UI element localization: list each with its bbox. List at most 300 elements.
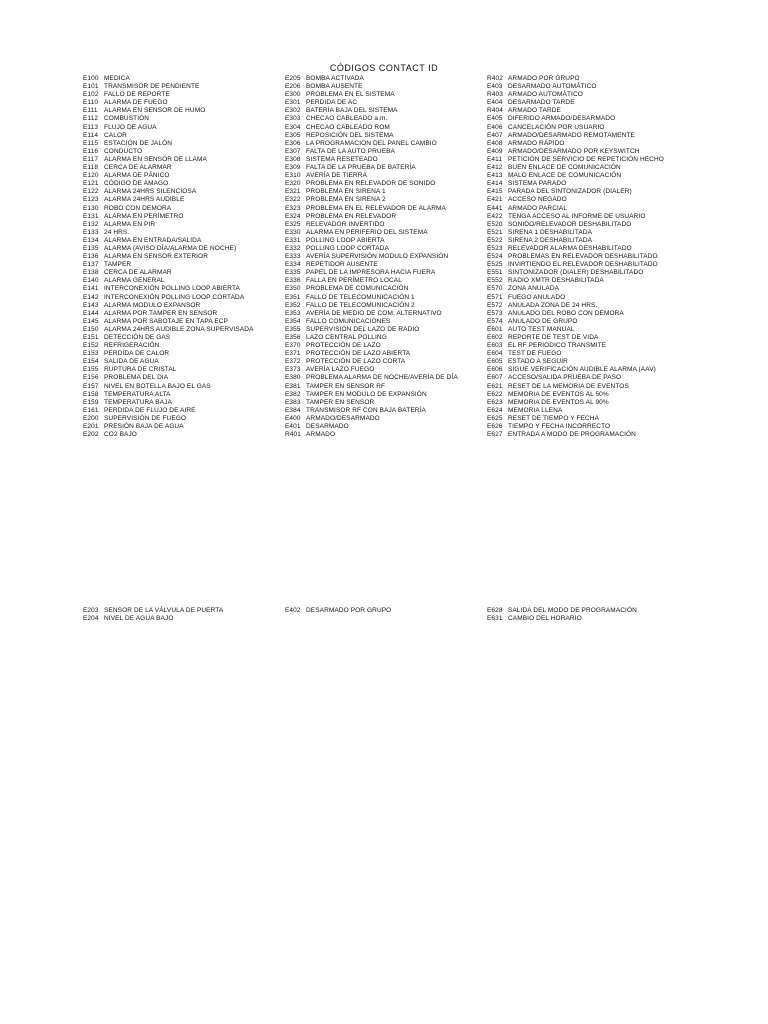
- event-description: FALLO COMUNICACIONES: [306, 317, 391, 325]
- event-description: ARMADO POR GRUPO: [508, 75, 580, 82]
- event-description: ARMADO TARDE: [508, 107, 561, 115]
- code-row: [83, 294, 254, 302]
- event-description: DESARMADO POR GRUPO: [306, 607, 392, 614]
- code-row: [487, 221, 664, 229]
- code-row: [487, 615, 637, 623]
- code-row: [487, 326, 664, 334]
- event-code: E350: [285, 285, 301, 293]
- code-row: [83, 83, 254, 91]
- code-row: [285, 261, 458, 269]
- code-row: [83, 342, 254, 350]
- event-code: E606: [487, 366, 503, 374]
- event-code: E144: [83, 309, 99, 317]
- event-description: ARMADO: [306, 431, 336, 439]
- event-code: E204: [83, 615, 99, 623]
- event-code: E622: [487, 390, 503, 398]
- event-code: E137: [83, 261, 99, 269]
- event-description: CO2 BAJO: [104, 431, 137, 439]
- event-description: BOMBA AUSENTE: [306, 83, 363, 91]
- event-code: E631: [487, 615, 503, 623]
- event-code: E200: [83, 414, 99, 422]
- code-row: [487, 156, 664, 164]
- code-row: [83, 326, 254, 334]
- event-description: ANULADO DE GRUPO: [508, 317, 578, 325]
- event-description: PROBLEMA EN SIRENA 2: [306, 196, 386, 204]
- code-row: [83, 285, 254, 293]
- event-code: E111: [83, 107, 98, 115]
- event-description: TAMPER EN MODULO DE EXPANSIÓN: [306, 390, 427, 398]
- event-code: E334: [285, 261, 301, 269]
- event-code: E380: [285, 374, 301, 382]
- event-description: REPOSICIÓN DEL SISTEMA: [306, 131, 394, 139]
- event-description: EL RF PERIODICO TRANSMITE: [508, 342, 607, 350]
- code-row: [83, 310, 254, 318]
- code-row: [487, 99, 664, 107]
- code-row: [285, 188, 458, 196]
- event-description: POLLING LOOP ABIERTA: [306, 236, 385, 244]
- event-description: ARMADO RÁPIDO: [508, 139, 565, 147]
- event-code: E406: [487, 123, 503, 131]
- code-row: [487, 391, 664, 399]
- code-row: [487, 423, 664, 431]
- event-description: AUTO TEST MANUAL: [508, 325, 575, 333]
- event-description: POLLING LOOP CORTADA: [306, 244, 389, 252]
- event-code: E335: [285, 269, 301, 277]
- event-code: E524: [487, 253, 503, 261]
- code-row: [83, 334, 254, 342]
- event-code: E525: [487, 261, 503, 269]
- event-code: E120: [83, 172, 99, 180]
- event-code: E152: [83, 342, 99, 350]
- code-row: [487, 75, 664, 83]
- event-code: E205: [285, 75, 301, 82]
- code-row: [285, 221, 458, 229]
- event-description: MEMORIA DE EVENTOS AL 50%: [508, 390, 609, 398]
- event-description: COMBUSTIÓN: [104, 115, 150, 123]
- code-row: [83, 302, 254, 310]
- event-description: RESET DE LA MEMORIA DE EVENTOS: [508, 382, 629, 390]
- event-code: E353: [285, 309, 301, 317]
- event-code: E352: [285, 301, 301, 309]
- code-row: [83, 261, 254, 269]
- event-description: TEST DE FUEGO: [508, 350, 562, 358]
- code-row: [83, 156, 254, 164]
- code-row: [285, 164, 458, 172]
- event-code: E333: [285, 253, 301, 261]
- code-row: [83, 124, 254, 132]
- event-code: E621: [487, 382, 503, 390]
- event-code: E113: [83, 123, 99, 131]
- event-description: CAMBIO DEL HORARIO: [508, 615, 582, 623]
- code-row: [285, 205, 458, 213]
- code-row: [285, 391, 458, 399]
- code-row: [285, 374, 458, 382]
- code-row: [83, 180, 254, 188]
- code-row: [83, 229, 254, 237]
- event-code: E202: [83, 431, 99, 439]
- code-row: [285, 91, 458, 99]
- event-code: E574: [487, 317, 503, 325]
- code-row: [487, 253, 664, 261]
- code-row: [487, 407, 664, 415]
- event-code: E320: [285, 180, 301, 188]
- event-description: TAMPER EN SENSOR: [306, 398, 375, 406]
- code-row: [285, 253, 458, 261]
- event-description: ALARMA POR SABOTAJE EN TAPA ECP: [104, 317, 228, 325]
- event-code: E412: [487, 164, 503, 172]
- event-description: REPORTE DE TEST DE VIDA: [508, 334, 599, 341]
- event-code: E402: [285, 607, 301, 614]
- code-row: [285, 115, 458, 123]
- event-description: MEDICA: [104, 75, 130, 82]
- event-description: ARMADO PARCIAL: [508, 204, 568, 212]
- event-description: CANCELACIÓN POR USUARIO: [508, 123, 605, 131]
- event-description: PROBLEMA EN RELEVADOR: [306, 212, 397, 220]
- event-code: E122: [83, 188, 99, 196]
- code-row: [83, 237, 254, 245]
- event-description: FALTA DE LA PRUEBA DE BATERÍA: [306, 164, 416, 172]
- event-code: E201: [83, 423, 99, 431]
- event-description: RADIO XMTR DESHABILITADA: [508, 277, 604, 285]
- event-code: E324: [285, 212, 301, 220]
- event-code: E552: [487, 277, 503, 285]
- code-row: [487, 334, 664, 342]
- event-code: E131: [83, 212, 99, 220]
- code-row: [83, 399, 254, 407]
- event-description: DESARMADO AUTOMÁTICO: [508, 83, 597, 91]
- event-code: E373: [285, 366, 301, 374]
- code-row: [83, 148, 254, 156]
- event-description: PERDIDA DE FLUJO DE AIRE: [104, 406, 196, 414]
- event-code: E321: [285, 188, 301, 196]
- event-description: TIEMPO Y FECHA INCORRECTO: [508, 423, 611, 431]
- code-row: [487, 374, 664, 382]
- event-description: DESARMADO: [306, 423, 349, 431]
- event-code: E151: [83, 334, 99, 341]
- event-code: E300: [285, 91, 301, 99]
- event-code: E628: [487, 607, 503, 614]
- event-description: ARMADO/DESARMADO POR KEYSWITCH: [508, 147, 640, 155]
- event-code: E307: [285, 147, 301, 155]
- code-row: [487, 83, 664, 91]
- event-code: E520: [487, 220, 503, 228]
- event-code: E570: [487, 285, 503, 293]
- event-code: E441: [487, 204, 503, 212]
- event-code: E605: [487, 358, 503, 366]
- event-description: TAMPER EN SENSOR RF: [306, 382, 386, 390]
- event-description: PROBLEMAS EN RELEVADOR DESHABILITADO: [508, 253, 658, 261]
- event-description: LAZO CENTRAL POLLING: [306, 334, 387, 341]
- event-description: ALARMA DE FUEGO: [104, 99, 168, 107]
- event-description: SIRENA 2 DESHABILITADA: [508, 236, 593, 244]
- event-code: E405: [487, 115, 503, 123]
- event-code: E310: [285, 172, 301, 180]
- code-row: [83, 75, 254, 83]
- event-description: PROBLEMA EN EL RELEVADOR DE ALARMA: [306, 204, 446, 212]
- event-code: E355: [285, 325, 301, 333]
- event-description: PRESIÓN BAJA DE AGUA: [104, 423, 184, 431]
- event-description: CALOR: [104, 131, 127, 139]
- event-description: SIRENA 1 DESHABILITADA: [508, 228, 593, 236]
- code-row: [285, 318, 458, 326]
- code-row: [487, 302, 664, 310]
- code-row: [83, 221, 254, 229]
- event-description: PROBLEMA EN EL SISTEMA: [306, 91, 395, 99]
- event-code: E401: [285, 423, 301, 431]
- event-description: ACCESO NEGADO: [508, 196, 567, 204]
- code-row: [285, 407, 458, 415]
- event-code: E302: [285, 107, 301, 115]
- event-description: TEMPERATURA ALTA: [104, 390, 171, 398]
- event-description: SENSOR DE LA VÁLVULA DE PUERTA: [104, 607, 224, 614]
- event-description: RELEVADOR ALARMA DESHABILITADO: [508, 244, 632, 252]
- event-code: E422: [487, 212, 503, 220]
- event-code: E351: [285, 293, 301, 301]
- event-code: E145: [83, 317, 99, 325]
- code-row: [487, 366, 664, 374]
- event-description: ALARMA DE PÁNICO: [104, 172, 170, 180]
- event-description: NIVEL DE AGUA BAJO: [104, 615, 174, 623]
- event-description: SONIDO/RELEVADOR DESHABILITADO: [508, 220, 632, 228]
- event-description: AVERÍA SUPERVISIÓN MODULO EXPANSIÓN: [306, 253, 449, 261]
- event-description: SUPERVISIÓN DEL LAZO DE RADIO: [306, 325, 420, 333]
- code-row: [83, 358, 254, 366]
- code-row: [83, 164, 254, 172]
- code-row: [487, 237, 664, 245]
- event-description: TRANSMISOR DE PENDIENTE: [104, 83, 200, 91]
- code-row: [83, 350, 254, 358]
- event-code: E158: [83, 390, 99, 398]
- event-description: PROBLEMA EN SIRENA 1: [306, 188, 386, 196]
- event-code: E322: [285, 196, 301, 204]
- event-description: DIFERIDO ARMADO/DESARMADO: [508, 115, 616, 123]
- event-description: SALIDA DEL MODO DE PROGRAMACIÓN: [508, 607, 637, 614]
- event-code: E161: [83, 406, 99, 414]
- code-row: [83, 213, 254, 221]
- event-code: E301: [285, 99, 301, 107]
- event-code: E157: [83, 382, 99, 390]
- event-code: E601: [487, 325, 503, 333]
- code-row: [285, 83, 458, 91]
- code-row: [487, 245, 664, 253]
- event-code: E602: [487, 334, 503, 341]
- event-code: E143: [83, 301, 99, 309]
- code-row: [83, 431, 254, 439]
- event-code: E604: [487, 350, 503, 358]
- event-description: 24 HRS.: [104, 228, 130, 236]
- code-row: [487, 342, 664, 350]
- event-code: E130: [83, 204, 99, 212]
- code-row: [487, 196, 664, 204]
- code-row: [285, 180, 458, 188]
- code-row: [487, 132, 664, 140]
- event-code: E372: [285, 358, 301, 366]
- event-code: E100: [83, 75, 99, 82]
- event-code: E413: [487, 172, 503, 180]
- event-description: ARMADO/DESARMADO: [306, 414, 380, 422]
- event-description: BOMBA ACTIVADA: [306, 75, 364, 82]
- event-description: CÓDIGO DE AMAGO: [104, 180, 169, 188]
- code-row: [285, 326, 458, 334]
- code-row: [487, 285, 664, 293]
- event-code: E136: [83, 253, 99, 261]
- event-code: E626: [487, 423, 503, 431]
- event-description: FUEGO ANULADO: [508, 293, 566, 301]
- code-row: [487, 431, 664, 439]
- event-description: ALARMA MODULO EXPANSOR: [104, 301, 201, 309]
- code-row: [285, 196, 458, 204]
- event-code: E572: [487, 301, 503, 309]
- code-row: [487, 172, 664, 180]
- event-description: ALARMA EN PIR: [104, 220, 156, 228]
- event-code: E522: [487, 236, 503, 244]
- code-column-3: [487, 75, 664, 439]
- event-code: R404: [487, 107, 503, 115]
- event-code: E116: [83, 147, 99, 155]
- event-code: E117: [83, 155, 99, 163]
- event-description: ALARMA EN SENSOR EXTERIOR: [104, 253, 208, 261]
- event-description: LA PROGRAMACIÓN DEL PANEL CAMBIO: [306, 139, 437, 147]
- event-description: PROBLEMA EN RELEVADOR DE SONIDO: [306, 180, 436, 188]
- event-description: AVERÍA LAZO FUEGO: [306, 366, 375, 374]
- event-description: NIVEL EN BOTELLA BAJO EL GAS: [104, 382, 211, 390]
- event-description: CERCA DE ALARMAR: [104, 269, 172, 277]
- event-code: E110: [83, 99, 99, 107]
- event-description: PERDIDA DE CALOR: [104, 350, 170, 358]
- code-row: [83, 140, 254, 148]
- code-row: [285, 423, 458, 431]
- event-description: PAPEL DE LA IMPRESORA HACIA FUERA: [306, 269, 436, 277]
- event-description: TRANSMISOR RF CON BAJA BATERÍA: [306, 406, 426, 414]
- code-row: [83, 607, 223, 615]
- event-description: AVERÍA DE MEDIO DE COM, ALTERNATIVO: [306, 309, 442, 317]
- event-description: PROBLEMA DE COMUNICACIÓN: [306, 285, 409, 293]
- event-code: E150: [83, 325, 99, 333]
- event-description: RESET DE TIEMPO Y FECHA: [508, 414, 600, 422]
- event-description: BATERÍA BAJA DEL SISTEMA: [306, 107, 398, 115]
- event-code: E603: [487, 342, 503, 350]
- event-description: FALTA DE LA AUTO PRUEBA: [306, 147, 395, 155]
- event-description: CHECAO CABLEADO a.m.: [306, 115, 388, 123]
- code-row: [487, 91, 664, 99]
- event-code: E409: [487, 147, 503, 155]
- code-row: [83, 415, 254, 423]
- code-row: [285, 399, 458, 407]
- event-description: FALLA EN PERÍMETRO LOCAL: [306, 277, 402, 285]
- event-description: ROBO CON DEMORA: [104, 204, 172, 212]
- event-code: E203: [83, 607, 99, 614]
- event-description: ALARMA EN SENSOR DE LLAMA: [104, 155, 207, 163]
- code-row: [83, 407, 254, 415]
- event-description: ANULADO DEL ROBO CON DEMORA: [508, 309, 624, 317]
- event-code: E138: [83, 269, 99, 277]
- event-description: ESTADO A SEGUIR: [508, 358, 568, 366]
- event-code: E331: [285, 236, 301, 244]
- event-code: E325: [285, 220, 301, 228]
- event-description: INTERCONEXIÓN POLLING LOOP ABIERTA: [104, 285, 240, 293]
- event-description: SINTONIZADOR (DIALER) DESHABILITADO: [508, 269, 644, 277]
- event-description: PETICIÓN DE SERVICIO DE REPETICIÓN HECHO: [508, 155, 664, 163]
- event-code: E356: [285, 334, 301, 341]
- event-code: E415: [487, 188, 503, 196]
- code-row: [487, 269, 664, 277]
- code-row: [487, 205, 664, 213]
- event-code: E336: [285, 277, 301, 285]
- code-row: [83, 269, 254, 277]
- code-row: [487, 188, 664, 196]
- event-code: E384: [285, 406, 301, 414]
- code-row: [83, 132, 254, 140]
- code-row: [285, 294, 458, 302]
- event-code: E155: [83, 366, 99, 374]
- event-code: E573: [487, 309, 503, 317]
- event-description: MEMORIA DE EVENTOS AL 90%: [508, 398, 609, 406]
- code-row: [487, 124, 664, 132]
- event-code: E421: [487, 196, 503, 204]
- event-code: E133: [83, 228, 99, 236]
- code-row: [285, 431, 458, 439]
- event-code: E383: [285, 398, 301, 406]
- code-row: [285, 213, 458, 221]
- code-row: [285, 302, 458, 310]
- code-row: [487, 350, 664, 358]
- event-description: BUEN ENLACE DE COMUNICACIÓN: [508, 164, 621, 172]
- page-title: CÓDIGOS CONTACT ID: [329, 63, 439, 73]
- event-description: ALARMA EN PERÍMETRO: [104, 212, 184, 220]
- event-code: R402: [487, 75, 503, 82]
- event-description: ARMADO/DESARMADO REMOTAMENTE: [508, 131, 635, 139]
- event-code: E382: [285, 390, 301, 398]
- code-row: [83, 205, 254, 213]
- event-code: E304: [285, 123, 301, 131]
- code-row: [285, 107, 458, 115]
- event-description: REFRIGERACIÓN: [104, 342, 160, 350]
- code-row: [83, 91, 254, 99]
- event-code: E156: [83, 374, 99, 382]
- event-code: E403: [487, 83, 503, 91]
- event-description: DETECCIÓN DE GAS: [104, 334, 171, 341]
- event-description: SIGUE VERIFICACIÓN AUDIBLE ALARMA (AAV): [508, 366, 656, 374]
- event-code: E414: [487, 180, 503, 188]
- event-code: E400: [285, 414, 301, 422]
- code-row: [83, 615, 223, 623]
- code-row: [83, 188, 254, 196]
- event-description: ALARMA EN SENSOR DE HUMO: [104, 107, 206, 115]
- event-description: ESTACIÓN DE JALÓN: [104, 139, 173, 147]
- event-description: FALLO DE TELECOMUNICACIÓN 2: [306, 301, 415, 309]
- event-description: MEMORIA LLENA: [508, 406, 563, 414]
- event-code: E121: [83, 180, 99, 188]
- event-code: E305: [285, 131, 301, 139]
- event-code: E624: [487, 406, 503, 414]
- event-description: MALO ENLACE DE COMUNICACIÓN: [508, 172, 622, 180]
- event-code: E308: [285, 155, 301, 163]
- event-description: RELEVADOR INVERTIDO: [306, 220, 385, 228]
- code-column-3-continued: [487, 607, 637, 623]
- code-row: [487, 607, 637, 615]
- code-row: [285, 415, 458, 423]
- event-code: E142: [83, 293, 99, 301]
- event-description: SUPERVISIÓN DE FUEGO: [104, 414, 187, 422]
- event-code: E521: [487, 228, 503, 236]
- event-description: CHECAO CABLEADO ROM: [306, 123, 390, 131]
- event-description: INTERCONEXIÓN POLLING LOOP CORTADA: [104, 293, 245, 301]
- event-code: E323: [285, 204, 301, 212]
- event-code: E607: [487, 374, 503, 382]
- event-code: E118: [83, 164, 99, 172]
- event-description: ALARMA GENERAL: [104, 277, 165, 285]
- event-description: FLUJO DE AGUA: [104, 123, 157, 131]
